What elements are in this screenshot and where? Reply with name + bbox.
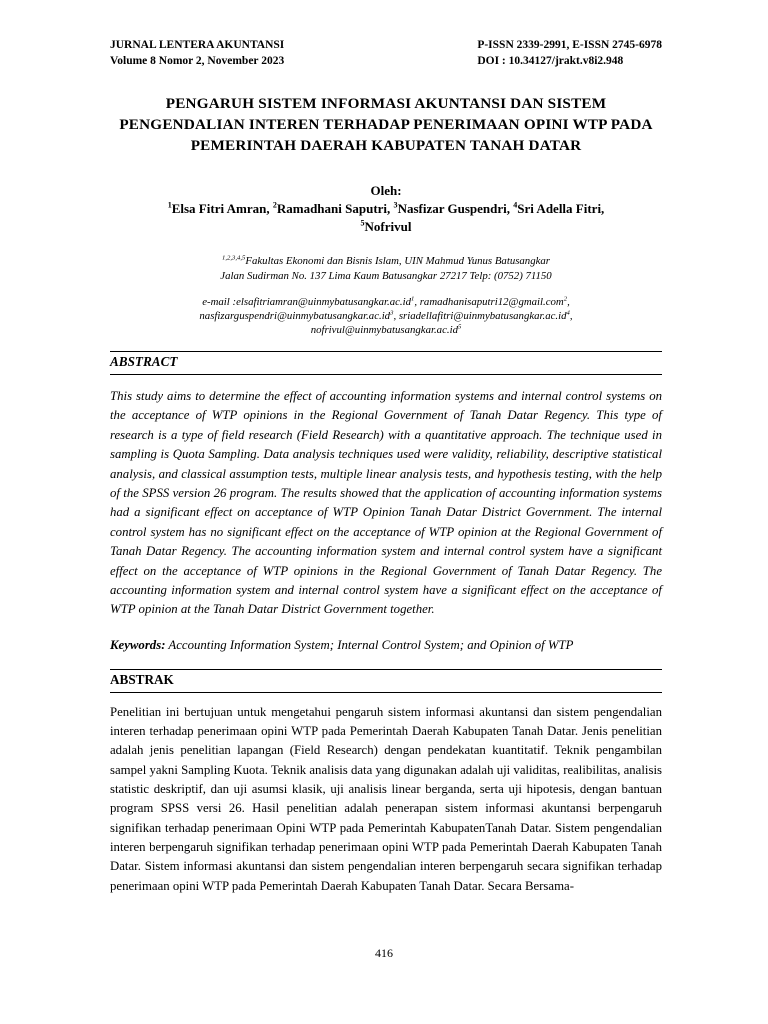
email-sup-5: 5: [457, 323, 462, 331]
email-sup-1: 1: [410, 295, 415, 303]
abstract-id-heading: ABSTRAK: [110, 671, 174, 687]
page-number: 416: [375, 946, 393, 960]
email-sep-1: ,: [567, 296, 570, 308]
author-5-sup: 5: [360, 218, 365, 228]
author-4-sup: 4: [513, 200, 518, 210]
author-1-name: Elsa Fitri Amran,: [171, 201, 273, 216]
author-4: [513, 201, 604, 216]
author-3-sup: 3: [393, 200, 398, 210]
email-address-1: e-mail :elsafitriamran@uinmybatusangkar.ac.id: [202, 296, 411, 308]
author-2: [273, 201, 394, 216]
journal-doi: DOI : 10.34127/jrakt.v8i2.948: [477, 54, 624, 67]
author-1-sup: 1: [167, 200, 172, 210]
keywords-label: Keywords:: [110, 637, 166, 652]
email-sup-4: 4: [566, 309, 570, 317]
author-4-name: Sri Adella Fitri,: [517, 201, 605, 216]
authors-row-1: [110, 200, 662, 218]
affiliation-line-1: [110, 254, 662, 269]
email-sep-2: ,: [569, 310, 573, 322]
email-address-5: nofrivul@uinmybatusangkar.ac.id: [310, 324, 458, 336]
email-address-2: , ramadhanisaputri12@gmail.com: [414, 296, 564, 308]
email-sup-2: 2: [563, 295, 568, 303]
author-3: [394, 201, 514, 216]
byline: [110, 182, 662, 236]
email-line-3: [110, 323, 662, 337]
authors-row-2: [110, 218, 662, 236]
affiliation: [110, 254, 662, 283]
author-2-sup: 2: [272, 200, 277, 210]
author-5: [361, 219, 412, 234]
journal-header-left: [110, 38, 284, 69]
email-line-1: [110, 295, 662, 309]
journal-volume: Volume 8 Nomor 2, November 2023: [110, 54, 285, 67]
abstract-id-body: Penelitian ini bertujuan untuk mengetahui pengaruh sistem informasi akuntansi dan sistem pengendalian interen terhadap penerimaan opini WTP pada Pemerintah Daerah Kabupaten Tanah Datar. Jenis penelitian adalah jenis penelitian lapangan (Field Research) dengan pendekatan kuantitatif. Teknik pengambilan sampel yakni Sampling Kuota. Teknik analisis data yang digunakan adalah uji validitas, realibilitas, analisis statistic deskriptif, dan uji asumsi klasik, uji analisis linear berganda, serta uji hipotesis, dengan bantuan program SPSS versi 26. Hasil penelitian adalah penerapan sistem informasi akuntansi berpengaruh signifikan terhadap penerimaan Opini WTP pada Pemerintah KabupatenTanah Datar. Sistem pengendalian interen berpengaruh signifikan terhadap penerimaan opini WTP pada Pemerintah Daerah Kabupaten Tanah Datar. Sistem informasi akuntansi dan sistem pengendalian interen berpengaruh secara signifikan terhadap penerimaan opini WTP pada Pemerintah Daerah Kabupaten Tanah Datar. Secara Bersama-: [110, 704, 662, 893]
journal-issn: P-ISSN 2339-2991, E-ISSN 2745-6978: [477, 39, 662, 51]
affiliation-line-2: Jalan Sudirman No. 137 Lima Kaum Batusangkar 27217 Telp: (0752) 71150: [220, 269, 552, 282]
author-5-name: Nofrivul: [364, 219, 412, 234]
abstract-en-body: This study aims to determine the effect of accounting information systems and internal control systems on the acceptance of WTP opinions in the Regional Government of Tanah Datar Regency. This type of research is a type of field research (Field Research) with a quantitative approach. The technique used in sampling is Quota Sampling. Data analysis techniques used were validity, reliability, descriptive statistical analysis, and classical assumption tests, multiple linear analysis tests, and hypothesis testing, with the help of the SPSS version 26 program. The results showed that the application of accounting information systems had a significant effect on acceptance of WTP Opinion Tanah Datar District Government. The internal control system has no significant effect on the acceptance of WTP opinion at the Regional Government of Tanah Datar Regency. The accounting information system and internal control system have a significant effect on the acceptance of WTP opinions in the Regional Government of Tanah Datar Regency. The accounting information system and internal control system have a significant effect on the acceptance of WTP opinion at the Tanah Datar District Government together.: [110, 389, 662, 617]
abstract-id-heading-rule: [110, 669, 662, 693]
email-address-4: , sriadellafitri@uinmybatusangkar.ac.id: [393, 310, 567, 322]
author-3-name: Nasfizar Guspendri,: [397, 201, 514, 216]
keywords-text: Accounting Information System; Internal Control System; and Opinion of WTP: [165, 637, 574, 652]
journal-header-right: [477, 38, 662, 69]
affiliation-sup: 1,2,3,4,5: [221, 254, 246, 262]
email-block: [110, 295, 662, 337]
keywords-line: [110, 638, 662, 653]
abstract-en-heading: ABSTRACT: [110, 354, 178, 369]
journal-name: JURNAL LENTERA AKUNTANSI: [110, 39, 285, 51]
author-1: [168, 201, 273, 216]
email-address-3: nasfizarguspendri@uinmybatusangkar.ac.id: [199, 310, 391, 322]
author-2-name: Ramadhani Saputri,: [276, 201, 394, 216]
abstract-en-heading-rule: [110, 351, 662, 375]
affiliation-institution: Fakultas Ekonomi dan Bisnis Islam, UIN Mahmud Yunus Batusangkar: [245, 255, 551, 267]
article-title: PENGARUH SISTEM INFORMASI AKUNTANSI DAN SISTEM PENGENDALIAN INTEREN TERHADAP PENERIMAAN OPINI WTP PADA PEMERINTAH DAERAH KABUPATEN TANAH DATAR: [119, 95, 653, 154]
email-line-2: [110, 309, 662, 323]
byline-label: Oleh:: [370, 183, 402, 198]
journal-header: [110, 38, 662, 69]
email-sup-3: 3: [390, 309, 394, 317]
